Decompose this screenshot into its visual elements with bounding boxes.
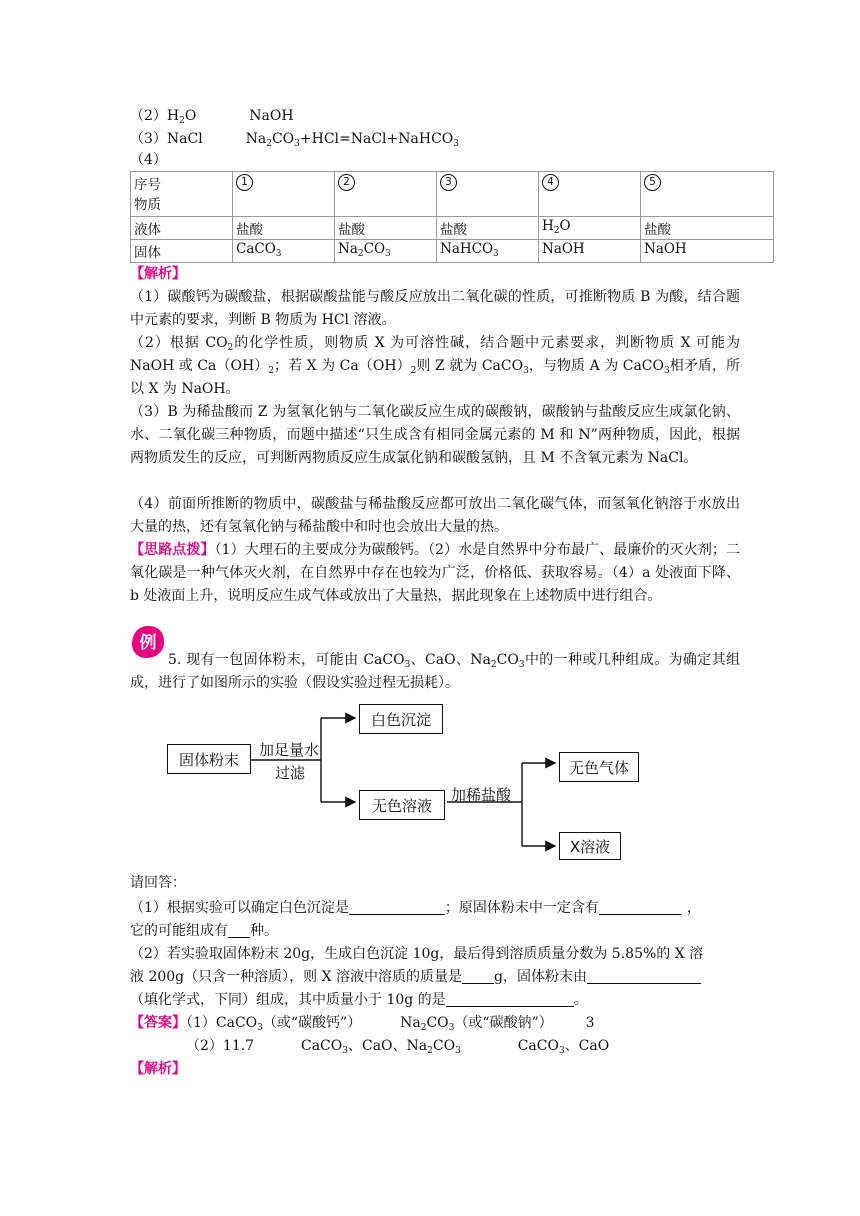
subscript: 2 [266,139,272,149]
circled-number: 5 [644,174,661,191]
table-cell: 盐酸 [641,217,774,240]
subscript: 2 [179,116,185,126]
answer-blank[interactable] [587,969,701,984]
table-cell: $H_2O$ [539,217,641,240]
table-cell: $Na_2CO_3$ [335,240,437,263]
subscript: 3 [404,660,411,670]
table-cell [335,172,437,217]
table-cell: NaOH [539,240,641,263]
answer-blank[interactable] [599,900,681,915]
question-1-line-1 [130,898,701,918]
table-cell [437,172,539,217]
text: Na [400,1015,421,1031]
step2-label: 加稀盐酸 [451,786,512,804]
step1-label-top: 加足量水 [259,741,320,759]
text: g，固体粉末由 [494,969,587,985]
question-2-line-3 [130,990,588,1010]
analysis-paragraph-3: （3）B 为稀盐酸而 Z 为氢氧化钠与二氧化碳反应生成的碳酸钠，碳酸钠与盐酸反应生成氯化钠、水、二氧化碳三种物质，而题中描述“只生成含有相同金属元素的 M 和 N”两种物质，因此，根据两物质发生的反应，可判断两物质反应生成氯化钠和碳酸氢钠，且 M 不含氧元素为 NaCl。 [130,404,740,466]
question-2-line-2 [130,967,701,987]
text: 的化学性质，则物质 X 为可溶性碱，结合题中元素要求，判断物质 X 可能为 NaOH 或 Ca（OH） [130,335,741,374]
subscript: 3 [558,1046,565,1056]
text: 则 Z 就为 CaCO [416,358,524,374]
subscript: 3 [385,249,391,259]
answer-blank[interactable] [349,900,445,915]
text: 中的一种或几种组成。为确定其组成，进行了如图所示的实验（假设实验过程无损耗）。 [130,652,741,691]
box-colorless-gas: 无色气体 [559,752,639,782]
circled-number: 3 [440,174,457,191]
text: CO [426,1015,449,1031]
text: （2）根据 CO [130,335,228,351]
circled-number: 2 [338,174,355,191]
text: ；若 X 为 Ca（OH） [274,358,411,374]
answer-line-2 [130,106,294,126]
text: CO [496,652,519,668]
text: （3）NaCl [130,131,203,147]
subscript: 3 [294,139,300,149]
subscript: 3 [453,139,459,149]
badge-label: 例 [139,633,157,653]
subscript: 2 [410,366,417,376]
answer-blank[interactable] [228,923,250,938]
text: （1）CaCO [186,1015,258,1031]
subscript: 2 [420,1023,427,1033]
hint-paragraph [130,539,740,608]
text: 、CaO [564,1038,610,1054]
subscript: 2 [227,343,234,353]
text: （2）11.7 [186,1038,255,1054]
text: Na [245,131,267,147]
step1-label-bottom: 过滤 [275,764,306,782]
table-row [131,240,774,263]
table-cell [233,172,335,217]
box-solid-powder: 固体粉末 [167,744,251,774]
table-cell [641,172,774,217]
box-white-precipitate: 白色沉淀 [359,704,443,734]
text: NaOH [249,108,294,124]
subscript: 2 [268,366,275,376]
circled-number: 4 [542,174,559,191]
text: 相矛盾，所以 X 为 NaOH。 [130,358,740,397]
subscript: 2 [553,226,560,236]
table-cell: 盐酸 [335,217,437,240]
table-cell: 固体 [131,240,233,263]
subscript: 3 [342,1046,348,1056]
circled-number: 1 [236,174,253,191]
subscript: 3 [275,249,282,259]
analysis-paragraph-1: （1）碳酸钙为碳酸盐，根据碳酸盐能与酸反应放出二氧化碳的性质，可推断物质 B 为酸，结合题中元素的要求，判断 B 物质为 HCl 溶液。 [130,289,740,328]
subscript: 2 [357,249,364,259]
answer-blank[interactable] [462,969,494,984]
text: 3 [585,1015,595,1031]
experiment-flow-diagram [167,696,687,866]
text: 液 200g（只含一种溶质），则 X 溶液中溶质的质量是 [130,969,462,985]
text: ，与物质 A 为 CaCO [528,358,664,374]
text: （4） [130,152,167,168]
text: CO [271,131,295,147]
text: （2）H [130,108,180,124]
subscript: 3 [664,366,670,376]
table-cell: NaOH [641,240,774,263]
text: 。 [573,992,588,1008]
text: ， [686,900,701,916]
substance-table [130,171,774,263]
example-question [130,649,740,695]
analysis-heading-2: 【解析】 [130,1061,186,1077]
table-row [131,172,774,217]
text: 、CaO、Na [410,652,491,668]
answer-heading: 【答案】 [130,1015,186,1031]
text: 序号 [134,177,161,193]
text: 、CaO、Na [347,1038,428,1054]
table-cell: 盐酸 [437,217,539,240]
text: （填化学式，下同）组成，其中质量小于 10g 的是 [130,992,446,1008]
box-x-solution: X溶液 [559,832,621,860]
text: CO [432,1038,456,1054]
subscript: 3 [523,366,529,376]
answer-line-4 [130,150,167,170]
analysis-paragraph-2 [130,332,740,401]
text: CaCO [517,1038,559,1054]
table-row [131,217,774,240]
text: （或“碳酸钠”） [454,1015,553,1031]
text: +HCl=NaCl+NaHCO [299,131,454,147]
table-cell [539,172,641,217]
subscript: 3 [448,1023,455,1033]
table-cell: CaCO$_3$ [233,240,335,263]
text: 5. 现有一包固体粉末，可能由 CaCO [168,652,405,668]
analysis-paragraph-4: （4）前面所推断的物质中，碳酸盐与稀盐酸反应都可放出二氧化碳气体，而氢氧化钠溶于水放出大量的热，还有氢氧化钠与稀盐酸中和时也会放出大量的热。 [130,496,740,535]
questions-intro: 请回答： [130,875,186,891]
text: （1）大理石的主要成分为碳酸钙。（2）水是自然界中分布最广、最廉价的灭火剂；二氧化碳是一种气体灭火剂，在自然界中存在也较为广泛，价格低、获取容易。（4）a 处液面下降、b 处液面上升，说明反应生成气体或放出了大量热，据此现象在上述物质中进行组合。 [130,542,741,604]
box-colorless-solution: 无色溶液 [359,790,445,820]
table-cell [131,172,233,217]
table-cell: NaHCO$_3$ [437,240,539,263]
question-2-line-1: （2）若实验取固体粉末 20g，生成白色沉淀 10g，最后得到溶质质量分数为 5.85%的 X 溶 [130,946,704,962]
table-cell: 盐酸 [233,217,335,240]
subscript: 3 [455,1046,461,1056]
text: 种。 [250,923,278,939]
subscript: 2 [427,1046,433,1056]
answer-line-3 [130,129,459,149]
subscript: 3 [493,249,499,259]
analysis-heading: 【解析】 [130,266,186,282]
text: （1）根据实验可以确定白色沉淀是 [130,900,349,916]
text: O [184,108,197,124]
text: 它的可能组成有 [130,923,228,939]
answer-blank[interactable] [446,992,574,1007]
subscript: 3 [518,660,525,670]
subscript: 2 [490,660,497,670]
answer-row-2 [186,1036,609,1056]
text: ；原固体粉末中一定含有 [444,900,599,916]
question-1-line-2 [130,921,278,941]
answer-row-1 [130,1013,595,1033]
text: （或“碳酸钙”） [262,1015,362,1031]
text: CaCO [301,1038,343,1054]
text: 物质 [134,197,161,213]
subscript: 3 [257,1023,263,1033]
table-cell: 液体 [131,217,233,240]
hint-heading: 【思路点拨】 [130,542,215,558]
